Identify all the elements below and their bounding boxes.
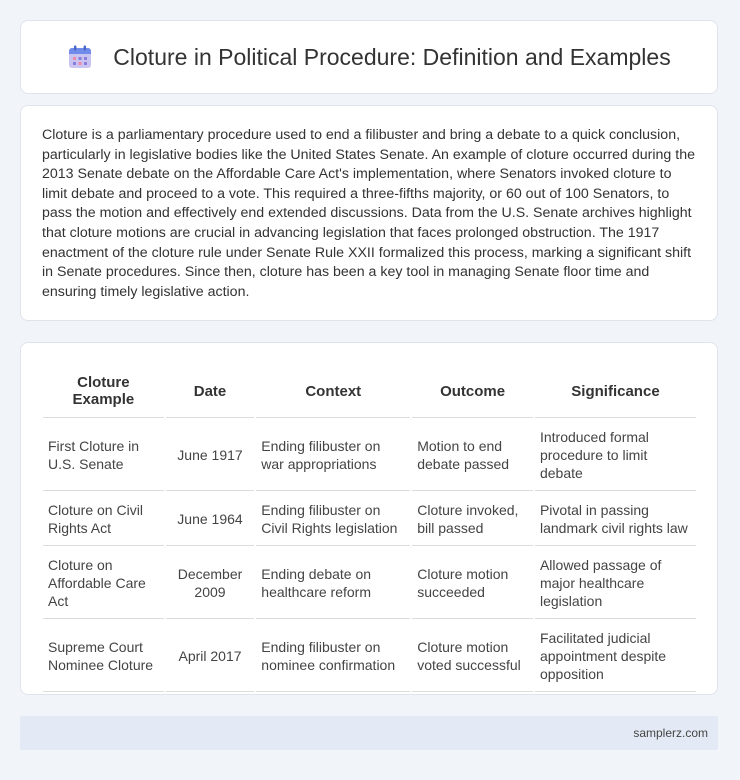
cell-significance: Allowed passage of major healthcare legislation [535,548,696,619]
column-header-significance: Significance [535,365,696,418]
cell-outcome: Cloture motion succeeded [412,548,533,619]
table-row [43,621,696,692]
cell-example: First Cloture in U.S. Senate [43,420,164,491]
cell-significance: Pivotal in passing landmark civil rights law [535,493,696,546]
examples-table [41,363,698,694]
cell-outcome: Motion to end debate passed [412,420,533,491]
calendar-icon [67,44,93,70]
page-footer [20,716,718,750]
table-row [43,548,696,619]
cell-date: December 2009 [166,548,255,619]
cell-context: Ending filibuster on war appropriations [256,420,410,491]
cell-example: Supreme Court Nominee Cloture [43,621,164,692]
table-section [20,342,718,695]
cell-outcome: Cloture invoked, bill passed [412,493,533,546]
cell-context: Ending filibuster on nominee confirmation [256,621,410,692]
cell-date: June 1964 [166,493,255,546]
intro-text: Cloture is a parliamentary procedure used to end a filibuster and bring a debate to a quick conclusion, particularly in legislative bodies like the United States Senate. An example of cloture occurred during the 2013 Senate debate on the Affordable Care Act's implementation, where Senators invoked cloture to limit debate and proceed to a vote. This required a three-fifths majority, or 60 out of 100 Senators, to pass the motion and effectively end extended discussions. Data from the U.S. Senate archives highlight that cloture motions are crucial in advancing legislation that faces prolonged obstruction. The 1917 enactment of the cloture rule under Senate Rule XXII formalized this process, marking a significant shift in Senate procedures. Since then, cloture has been a key tool in managing Senate floor time and ensuring timely legislative action. [42,127,695,300]
footer-site-link[interactable]: samplerz.com [633,726,708,740]
cell-date: April 2017 [166,621,255,692]
column-header-date: Date [166,365,255,418]
intro-section [20,105,718,321]
cell-context: Ending debate on healthcare reform [256,548,410,619]
page-header [20,20,718,94]
table-row [43,420,696,491]
cell-significance: Introduced formal procedure to limit debate [535,420,696,491]
cell-significance: Facilitated judicial appointment despite opposition [535,621,696,692]
table-row [43,493,696,546]
cell-example: Cloture on Civil Rights Act [43,493,164,546]
column-header-outcome: Outcome [412,365,533,418]
cell-example: Cloture on Affordable Care Act [43,548,164,619]
cell-context: Ending filibuster on Civil Rights legislation [256,493,410,546]
column-header-example: Cloture Example [43,365,164,418]
column-header-context: Context [256,365,410,418]
table-header-row [43,365,696,418]
cell-outcome: Cloture motion voted successful [412,621,533,692]
page-title: Cloture in Political Procedure: Definition and Examples [113,43,671,70]
cell-date: June 1917 [166,420,255,491]
